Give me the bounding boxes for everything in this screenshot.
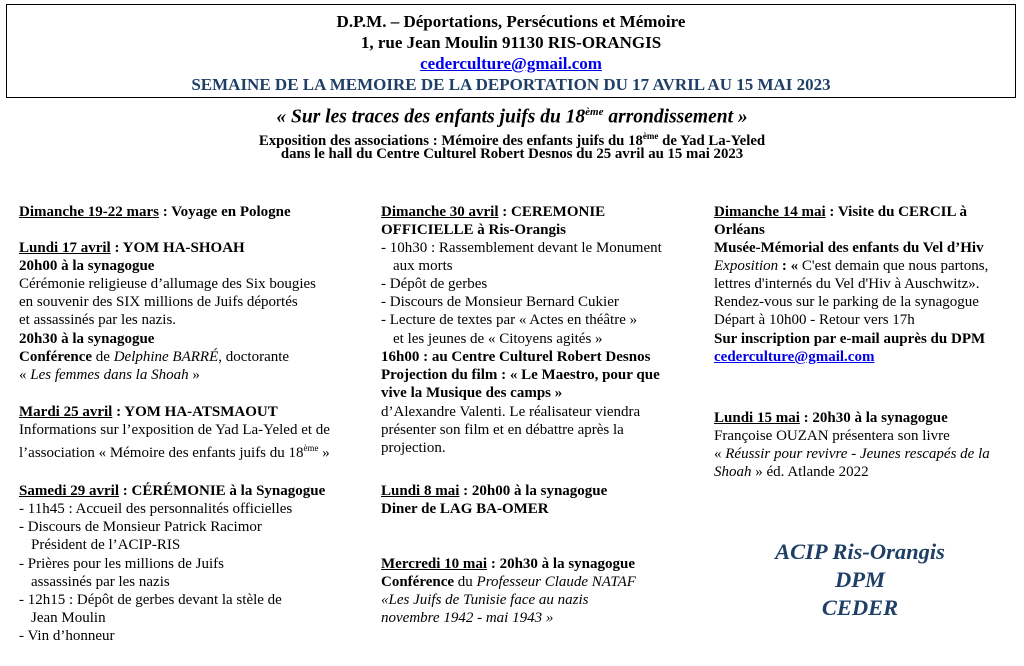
speaker-name: Professeur Claude NATAF [476, 574, 636, 590]
header-box [6, 4, 1016, 98]
event-title: : 20h30 à la synagogue [799, 410, 948, 426]
event-visite-cercil [714, 203, 967, 221]
text: l’association « Mémoire des enfants juifs du 18 [19, 445, 304, 461]
event-time: 16h00 : au Centre Culturel Robert Desnos [381, 349, 651, 365]
quote: « [19, 367, 31, 383]
event-date: Mercredi 10 mai [381, 556, 488, 572]
event-voyage-pologne [19, 203, 291, 221]
event-desc: Cérémonie religieuse d’allumage des Six bougies [19, 276, 317, 292]
event-desc: Informations sur l’exposition de Yad La-Yeled et de [19, 422, 330, 438]
list-item: - Prières pour les millions de Juifs [19, 556, 224, 572]
title-text: Les femmes dans la Shoah [30, 367, 189, 383]
event-title: : YOM HA-SHOAH [110, 240, 245, 256]
text: de [92, 349, 114, 365]
list-item: - 12h15 : Dépôt de gerbes devant la stèle de [19, 592, 282, 608]
text: du [454, 574, 477, 590]
conference-title: «Les Juifs de Tunisie face au nazis [381, 592, 589, 608]
exhibition-line-2: dans le hall du Centre Culturel Robert Desnos du 25 avril au 15 mai 2023 [280, 146, 744, 162]
org-address: 1, rue Jean Moulin 91130 RIS-ORANGIS [360, 33, 662, 52]
org-name: D.P.M. – Déportations, Persécutions et Mémoire [336, 12, 686, 31]
list-item: - Discours de Monsieur Bernard Cukier [381, 294, 619, 310]
event-date: Lundi 8 mai [381, 483, 460, 499]
list-item: - 11h45 : Accueil des personnalités officielles [19, 501, 293, 517]
event-conference [381, 573, 636, 591]
quote: » [188, 367, 200, 383]
signature-line: CEDER [821, 595, 899, 620]
text: C'est demain que nous partons, [801, 258, 989, 274]
signature [750, 538, 970, 622]
event-desc: d’Alexandre Valenti. Le réalisateur viendra [381, 404, 641, 420]
event-yom-hashoah [19, 239, 245, 257]
signature-line: DPM [835, 567, 885, 592]
event-date: Mardi 25 avril [19, 404, 113, 420]
label: Exposition [714, 258, 779, 274]
quote: : « [778, 258, 802, 274]
list-item: - Dépôt de gerbes [381, 276, 488, 292]
event-lag-baomer [381, 482, 607, 500]
event-desc: présenter son film et en débattre après la [381, 422, 624, 438]
conference-title [19, 366, 200, 384]
event-title: : Voyage en Pologne [158, 204, 291, 220]
title-text: Shoah [714, 464, 752, 480]
list-item: - Lecture de textes par « Actes en théâtre » [381, 312, 638, 328]
event-desc: Diner de LAG BA-OMER [381, 501, 549, 517]
signature-line: ACIP Ris-Orangis [775, 539, 945, 564]
quote: « [714, 446, 726, 462]
film-title: Projection du film : « Le Maestro, pour que [381, 367, 660, 383]
event-date: Lundi 15 mai [714, 410, 800, 426]
expo-text-end: de Yad La-Yeled [658, 132, 766, 149]
event-title: : 20h00 à la synagogue [459, 483, 608, 499]
list-item: - Vin d’honneur [19, 628, 115, 644]
event-ceremonie-synagogue [19, 482, 325, 500]
event-title: OFFICIELLE à Ris-Orangis [381, 222, 567, 238]
event-date: Dimanche 30 avril [381, 204, 499, 220]
event-time: 20h00 à la synagogue [19, 258, 155, 274]
event-desc: Départ à 10h00 - Retour vers 17h [714, 312, 915, 328]
event-date: Lundi 17 avril [19, 240, 111, 256]
event-desc: et assassinés par les nazis. [19, 312, 177, 328]
exhibition-info [714, 257, 988, 275]
title-text: Réussir pour revivre - Jeunes rescapés de la [725, 446, 990, 462]
event-date: Dimanche 19-22 mars [19, 204, 159, 220]
expo-sup: ème [642, 131, 659, 141]
event-conference-nataf [381, 555, 635, 573]
event-title: SEMAINE DE LA MEMOIRE DE LA DEPORTATION DU 17 AVRIL AU 15 MAI 2023 [191, 75, 831, 94]
text: » [318, 445, 330, 461]
publisher: » éd. Atlande 2022 [751, 464, 869, 480]
subtitle-text: « Sur les traces des enfants juifs du 18 [276, 106, 586, 128]
exhibition-title [0, 100, 1024, 130]
sup: ème [303, 443, 319, 453]
list-item: et les jeunes de « Citoyens agités » [393, 331, 603, 347]
event-ceremonie-officielle [381, 203, 605, 221]
speaker-name: Delphine BARRÉ [113, 349, 219, 365]
conference-label: Conférence [381, 574, 455, 590]
list-item: Jean Moulin [31, 610, 106, 626]
conference-label: Conférence [19, 349, 93, 365]
event-desc: Françoise OUZAN présentera son livre [714, 428, 950, 444]
registration-email-link[interactable]: cederculture@gmail.com [714, 349, 875, 365]
list-item: - 10h30 : Rassemblement devant le Monument [381, 240, 662, 256]
registration-info: Sur inscription par e-mail auprès du DPM [714, 331, 986, 347]
event-title: : CÉRÉMONIE à la Synagogue [119, 483, 326, 499]
book-title [714, 463, 869, 481]
event-time: 20h30 à la synagogue [19, 331, 155, 347]
event-ouzan-book [714, 409, 948, 427]
list-item: - Discours de Monsieur Patrick Racimor [19, 519, 262, 535]
event-desc: projection. [381, 440, 446, 456]
event-title: : CEREMONIE [498, 204, 606, 220]
header-email-link[interactable]: cederculture@gmail.com [420, 54, 602, 73]
book-title [714, 445, 990, 463]
event-desc: lettres d'internés du Vel d'Hiv à Auschwitz». [714, 276, 980, 292]
museum-name: Musée-Mémorial des enfants du Vel d’Hiv [714, 240, 984, 256]
event-date: Samedi 29 avril [19, 483, 119, 499]
list-item: Président de l’ACIP-RIS [31, 537, 181, 553]
event-title: : 20h30 à la synagogue [487, 556, 636, 572]
list-item: assassinés par les nazis [31, 574, 170, 590]
subtitle-text-end: arrondissement » [603, 106, 748, 128]
event-title: Orléans [714, 222, 765, 238]
expo-text: Exposition des associations : Mémoire des enfants juifs du 18 [258, 132, 643, 149]
event-desc: en souvenir des SIX millions de Juifs déportés [19, 294, 298, 310]
event-date: Dimanche 14 mai [714, 204, 826, 220]
text: , doctorante [218, 349, 290, 365]
event-desc: Rendez-vous sur le parking de la synagogue [714, 294, 979, 310]
event-yom-haatsmaout [19, 403, 278, 421]
film-title: vive la Musique des camps » [381, 385, 563, 401]
subtitle-sup: ème [585, 106, 604, 118]
list-item: aux morts [393, 258, 453, 274]
event-title: : YOM HA-ATSMAOUT [112, 404, 278, 420]
event-title: : Visite du CERCIL à [825, 204, 967, 220]
conference-title: novembre 1942 - mai 1943 » [381, 610, 554, 626]
event-desc [19, 439, 330, 462]
event-conference [19, 348, 289, 366]
